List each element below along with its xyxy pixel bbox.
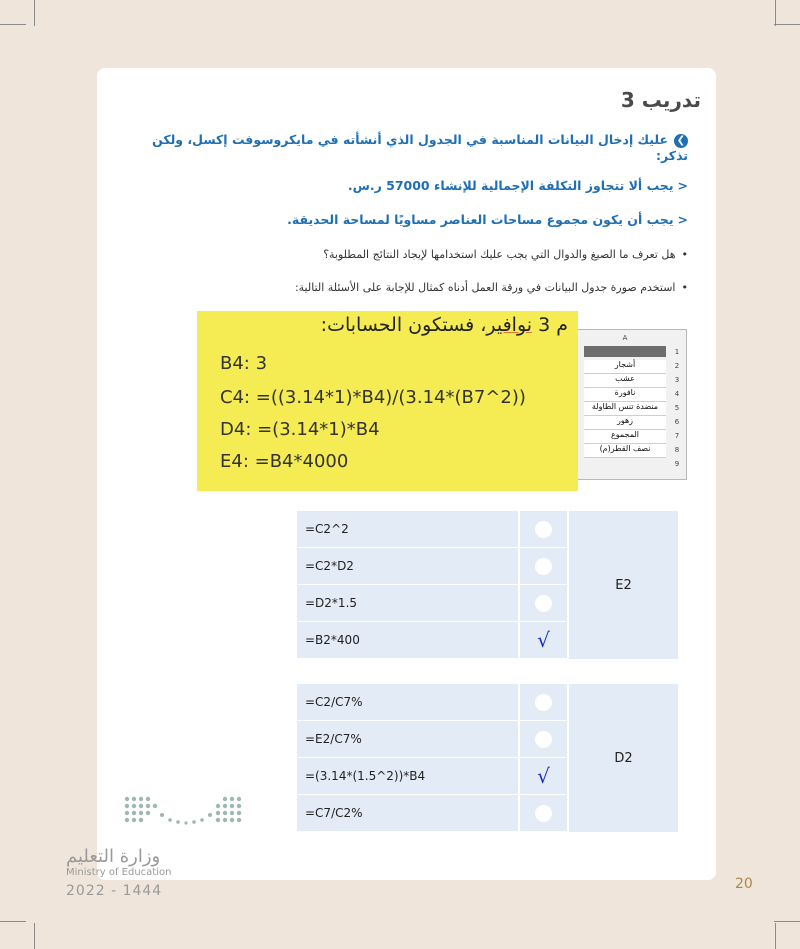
spreadsheet-image [567, 329, 687, 480]
crop-mark [0, 24, 26, 25]
row-number: 4 [674, 390, 680, 398]
option-radio[interactable] [520, 721, 569, 758]
option-radio[interactable] [520, 795, 569, 832]
option-formula: =C2/C7% [297, 684, 520, 721]
crop-mark [34, 0, 35, 26]
spreadsheet-cell: نصف القطر(م) [584, 444, 666, 458]
question-table-e2 [297, 511, 678, 659]
selected-row-bar [584, 346, 666, 357]
calculation-note [197, 311, 578, 491]
page-number: 20 [735, 876, 753, 892]
ministry-logo-icon [122, 793, 247, 831]
spreadsheet-cell: زهور [584, 416, 666, 430]
column-header: A [622, 334, 628, 342]
option-radio[interactable] [520, 758, 569, 795]
option-formula: =E2/C7% [297, 721, 520, 758]
chevron-icon: < [677, 212, 688, 227]
option-radio[interactable] [520, 548, 569, 585]
instruction [128, 132, 688, 163]
ministry-name-arabic: وزارة التعليم [66, 846, 161, 867]
option-formula: =(3.14*(1.5^2))*B4 [297, 758, 520, 795]
option-radio[interactable] [520, 622, 569, 659]
option-formula: =C2^2 [297, 511, 520, 548]
radio-circle-icon[interactable] [535, 521, 552, 538]
option-formula: =B2*400 [297, 622, 520, 659]
note-line: B4: 3 [220, 353, 268, 374]
crop-mark [0, 921, 26, 922]
bullet-icon: • [681, 248, 688, 261]
spreadsheet-cell: منضدة تنس الطاولة [584, 402, 666, 416]
checkmark-icon: √ [537, 764, 550, 788]
cell-label: D2 [569, 684, 678, 832]
row-number: 5 [674, 404, 680, 412]
radio-circle-icon[interactable] [535, 731, 552, 748]
row-number: 9 [674, 460, 680, 468]
row-number: 6 [674, 418, 680, 426]
bullet-icon: • [681, 281, 688, 294]
arrow-bullet-icon: ❯ [674, 134, 688, 148]
question-2: •استخدم صورة جدول البيانات في ورقة العمل أدناه كمثال للإجابة على الأسئلة التالية: [294, 281, 688, 294]
row-number: 2 [674, 362, 680, 370]
note-line: D4: =(3.14*1)*B4 [220, 419, 380, 440]
option-row [297, 511, 678, 548]
edition-year: 2022 - 1444 [66, 883, 163, 899]
option-radio[interactable] [520, 684, 569, 721]
spreadsheet-cell: المجموع [584, 430, 666, 444]
cell-label: E2 [569, 511, 678, 659]
row-number: 8 [674, 446, 680, 454]
option-formula: =C2*D2 [297, 548, 520, 585]
option-radio[interactable] [520, 511, 569, 548]
option-formula: =C7/C2% [297, 795, 520, 832]
radio-circle-icon[interactable] [535, 558, 552, 575]
radio-circle-icon[interactable] [535, 694, 552, 711]
ministry-name-english: Ministry of Education [66, 867, 172, 878]
option-row [297, 684, 678, 721]
crop-mark [34, 923, 35, 949]
exercise-title: تدريب 3 [620, 88, 701, 112]
spreadsheet-cell: أشجار [584, 360, 666, 374]
row-number: 1 [674, 348, 680, 356]
question-1: •هل تعرف ما الصيغ والدوال التي يجب عليك استخدامها لإيجاد النتائج المطلوبة؟ [323, 248, 688, 261]
crop-mark [775, 923, 776, 949]
radio-circle-icon[interactable] [535, 595, 552, 612]
option-formula: =D2*1.5 [297, 585, 520, 622]
crop-mark [774, 921, 800, 922]
note-heading: م 3 نوافير، فستكون الحسابات: [320, 314, 568, 336]
row-number: 3 [674, 376, 680, 384]
crop-mark [774, 24, 800, 25]
row-number: 7 [674, 432, 680, 440]
chevron-icon: < [677, 178, 688, 193]
checkmark-icon: √ [537, 628, 550, 652]
instruction-text: عليك إدخال البيانات المناسبة في الجدول الذي أنشأته في مايكروسوفت إكسل، ولكن تذكر: [152, 132, 688, 163]
crop-mark [775, 0, 776, 26]
note-line: E4: =B4*4000 [220, 451, 349, 472]
option-radio[interactable] [520, 585, 569, 622]
rule-area: <يجب أن يكون مجموع مساحات العناصر مساويًا لمساحة الحديقة. [287, 212, 688, 227]
question-table-d2 [297, 684, 678, 832]
note-line: C4: =((3.14*1)*B4)/(3.14*(B7^2)) [220, 387, 526, 408]
spreadsheet-cell: عشب [584, 374, 666, 388]
spreadsheet-cell: نافورة [584, 388, 666, 402]
radio-circle-icon[interactable] [535, 805, 552, 822]
rule-cost: <يجب ألا تتجاوز التكلفة الإجمالية للإنشاء 57000 ر.س. [347, 178, 688, 193]
